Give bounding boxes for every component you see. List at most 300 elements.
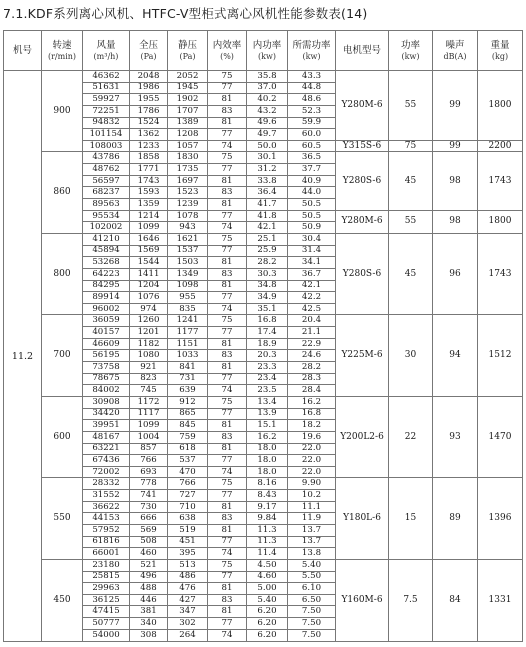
header-speed [42, 31, 83, 71]
header-unit: dB(A) [443, 51, 467, 61]
airflow-cell: 66001 [83, 548, 130, 560]
table-row [4, 152, 523, 164]
header-label: 噪声 [445, 39, 465, 51]
internal-power-cell: 37.0 [247, 82, 288, 94]
airflow-cell: 25815 [83, 571, 130, 583]
internal-power-cell: 11.3 [247, 536, 288, 548]
speed-cell: 450 [42, 559, 83, 641]
internal-power-cell: 30.1 [247, 152, 288, 164]
static-pressure-cell: 302 [168, 618, 208, 630]
required-power-cell: 59.9 [288, 117, 336, 129]
efficiency-cell: 74 [208, 222, 247, 234]
required-power-cell: 48.6 [288, 94, 336, 106]
airflow-cell: 56597 [83, 175, 130, 187]
total-pressure-cell: 823 [130, 373, 168, 385]
required-power-cell: 21.1 [288, 327, 336, 339]
total-pressure-cell: 1771 [130, 164, 168, 176]
total-pressure-cell: 1004 [130, 431, 168, 443]
airflow-cell: 96002 [83, 303, 130, 315]
internal-power-cell: 13.9 [247, 408, 288, 420]
internal-power-cell: 35.1 [247, 303, 288, 315]
static-pressure-cell: 451 [168, 536, 208, 548]
airflow-cell: 36059 [83, 315, 130, 327]
total-pressure-cell: 508 [130, 536, 168, 548]
required-power-cell: 22.0 [288, 443, 336, 455]
internal-power-cell: 35.8 [247, 71, 288, 83]
header-label: 转速 [52, 39, 72, 51]
required-power-cell: 30.4 [288, 233, 336, 245]
internal-power-cell: 25.1 [247, 233, 288, 245]
required-power-cell: 7.50 [288, 606, 336, 618]
efficiency-cell: 81 [208, 443, 247, 455]
header-total-pressure [130, 31, 168, 71]
total-pressure-cell: 745 [130, 385, 168, 397]
required-power-cell: 13.8 [288, 548, 336, 560]
motor-weight-cell: 1396 [478, 478, 523, 559]
required-power-cell: 60.0 [288, 129, 336, 141]
internal-power-cell: 18.9 [247, 338, 288, 350]
internal-power-cell: 41.7 [247, 199, 288, 211]
header-internal-efficiency [208, 31, 247, 71]
motor-noise-cell: 96 [433, 233, 478, 314]
header-unit: (Pa) [140, 51, 157, 61]
total-pressure-cell: 921 [130, 362, 168, 374]
efficiency-cell: 81 [208, 524, 247, 536]
internal-power-cell: 8.43 [247, 490, 288, 502]
internal-power-cell: 5.00 [247, 583, 288, 595]
total-pressure-cell: 693 [130, 466, 168, 478]
efficiency-cell: 81 [208, 280, 247, 292]
motor-noise-cell: 99 [433, 140, 478, 152]
total-pressure-cell: 778 [130, 478, 168, 490]
total-pressure-cell: 1260 [130, 315, 168, 327]
required-power-cell: 28.4 [288, 385, 336, 397]
efficiency-cell: 74 [208, 466, 247, 478]
static-pressure-cell: 865 [168, 408, 208, 420]
table-container [3, 30, 522, 642]
required-power-cell: 28.3 [288, 373, 336, 385]
airflow-cell: 40157 [83, 327, 130, 339]
motor-noise-cell: 99 [433, 71, 478, 141]
header-internal-power [247, 31, 288, 71]
static-pressure-cell: 731 [168, 373, 208, 385]
internal-power-cell: 18.0 [247, 466, 288, 478]
static-pressure-cell: 766 [168, 478, 208, 490]
efficiency-cell: 77 [208, 408, 247, 420]
required-power-cell: 16.2 [288, 396, 336, 408]
required-power-cell: 50.5 [288, 199, 336, 211]
motor-power-cell: 22 [389, 396, 433, 477]
internal-power-cell: 41.8 [247, 210, 288, 222]
internal-power-cell: 16.2 [247, 431, 288, 443]
total-pressure-cell: 857 [130, 443, 168, 455]
airflow-cell: 36622 [83, 501, 130, 513]
required-power-cell: 6.50 [288, 594, 336, 606]
static-pressure-cell: 264 [168, 629, 208, 641]
motor-model-cell: Y315S-6 [336, 140, 389, 152]
airflow-cell: 94832 [83, 117, 130, 129]
motor-noise-cell: 94 [433, 315, 478, 396]
total-pressure-cell: 1076 [130, 292, 168, 304]
static-pressure-cell: 943 [168, 222, 208, 234]
airflow-cell: 46362 [83, 71, 130, 83]
static-pressure-cell: 470 [168, 466, 208, 478]
efficiency-cell: 81 [208, 606, 247, 618]
header-unit: (Pa) [179, 51, 196, 61]
header-unit: (kg) [491, 51, 509, 61]
static-pressure-cell: 912 [168, 396, 208, 408]
static-pressure-cell: 537 [168, 455, 208, 467]
required-power-cell: 5.40 [288, 559, 336, 571]
header-fan-number [4, 31, 42, 71]
efficiency-cell: 81 [208, 117, 247, 129]
total-pressure-cell: 1524 [130, 117, 168, 129]
efficiency-cell: 83 [208, 594, 247, 606]
header-noise [433, 31, 478, 71]
internal-power-cell: 16.8 [247, 315, 288, 327]
required-power-cell: 37.7 [288, 164, 336, 176]
page-title: 7.1.KDF系列离心风机、HTFC-V型柜式离心风机性能参数表(14) [3, 6, 368, 21]
static-pressure-cell: 1697 [168, 175, 208, 187]
efficiency-cell: 77 [208, 292, 247, 304]
static-pressure-cell: 841 [168, 362, 208, 374]
static-pressure-cell: 1389 [168, 117, 208, 129]
required-power-cell: 34.1 [288, 257, 336, 269]
static-pressure-cell: 835 [168, 303, 208, 315]
efficiency-cell: 74 [208, 548, 247, 560]
internal-power-cell: 5.40 [247, 594, 288, 606]
motor-weight-cell: 1743 [478, 152, 523, 210]
internal-power-cell: 4.50 [247, 559, 288, 571]
total-pressure-cell: 340 [130, 618, 168, 630]
header-label: 全压 [138, 39, 158, 51]
speed-cell: 860 [42, 152, 83, 233]
header-motor-model [336, 31, 389, 71]
efficiency-cell: 83 [208, 513, 247, 525]
speed-cell: 800 [42, 233, 83, 314]
efficiency-cell: 77 [208, 490, 247, 502]
required-power-cell: 36.7 [288, 268, 336, 280]
header-label: 风量 [96, 39, 116, 51]
internal-power-cell: 9.17 [247, 501, 288, 513]
efficiency-cell: 81 [208, 338, 247, 350]
internal-power-cell: 30.3 [247, 268, 288, 280]
total-pressure-cell: 1204 [130, 280, 168, 292]
motor-model-cell: Y280M-6 [336, 71, 389, 141]
efficiency-cell: 81 [208, 175, 247, 187]
efficiency-cell: 77 [208, 618, 247, 630]
total-pressure-cell: 569 [130, 524, 168, 536]
required-power-cell: 22.9 [288, 338, 336, 350]
total-pressure-cell: 1743 [130, 175, 168, 187]
fan-number-cell: 11.2 [4, 71, 42, 642]
required-power-cell: 24.6 [288, 350, 336, 362]
header-unit: (kw) [258, 51, 276, 61]
airflow-cell: 54000 [83, 629, 130, 641]
total-pressure-cell: 1099 [130, 222, 168, 234]
header-label: 所需功率 [292, 39, 331, 51]
static-pressure-cell: 1241 [168, 315, 208, 327]
airflow-cell: 31552 [83, 490, 130, 502]
required-power-cell: 13.7 [288, 524, 336, 536]
efficiency-cell: 74 [208, 629, 247, 641]
required-power-cell: 50.5 [288, 210, 336, 222]
total-pressure-cell: 1233 [130, 140, 168, 152]
airflow-cell: 73758 [83, 362, 130, 374]
total-pressure-cell: 766 [130, 455, 168, 467]
airflow-cell: 108003 [83, 140, 130, 152]
airflow-cell: 101154 [83, 129, 130, 141]
static-pressure-cell: 1523 [168, 187, 208, 199]
internal-power-cell: 42.1 [247, 222, 288, 234]
efficiency-cell: 77 [208, 373, 247, 385]
speed-cell: 700 [42, 315, 83, 396]
required-power-cell: 44.8 [288, 82, 336, 94]
required-power-cell: 5.50 [288, 571, 336, 583]
total-pressure-cell: 496 [130, 571, 168, 583]
speed-cell: 600 [42, 396, 83, 477]
internal-power-cell: 36.4 [247, 187, 288, 199]
internal-power-cell: 25.9 [247, 245, 288, 257]
static-pressure-cell: 1098 [168, 280, 208, 292]
airflow-cell: 59927 [83, 94, 130, 106]
required-power-cell: 19.6 [288, 431, 336, 443]
static-pressure-cell: 519 [168, 524, 208, 536]
required-power-cell: 11.9 [288, 513, 336, 525]
motor-power-cell: 15 [389, 478, 433, 559]
required-power-cell: 36.5 [288, 152, 336, 164]
motor-power-cell: 45 [389, 233, 433, 314]
airflow-cell: 102002 [83, 222, 130, 234]
total-pressure-cell: 1080 [130, 350, 168, 362]
airflow-cell: 47415 [83, 606, 130, 618]
internal-power-cell: 15.1 [247, 420, 288, 432]
table-row [4, 559, 523, 571]
motor-weight-cell: 1512 [478, 315, 523, 396]
internal-power-cell: 8.16 [247, 478, 288, 490]
efficiency-cell: 81 [208, 583, 247, 595]
motor-power-cell: 45 [389, 152, 433, 210]
static-pressure-cell: 638 [168, 513, 208, 525]
motor-power-cell: 55 [389, 210, 433, 233]
header-row [4, 31, 523, 71]
efficiency-cell: 74 [208, 303, 247, 315]
header-unit: (r/min) [47, 51, 77, 61]
total-pressure-cell: 381 [130, 606, 168, 618]
total-pressure-cell: 1099 [130, 420, 168, 432]
efficiency-cell: 77 [208, 536, 247, 548]
required-power-cell: 7.50 [288, 618, 336, 630]
speed-cell: 900 [42, 71, 83, 152]
static-pressure-cell: 1239 [168, 199, 208, 211]
performance-table [3, 30, 523, 642]
airflow-cell: 48167 [83, 431, 130, 443]
internal-power-cell: 28.2 [247, 257, 288, 269]
efficiency-cell: 77 [208, 455, 247, 467]
header-unit: (%) [220, 51, 234, 61]
motor-weight-cell: 1800 [478, 71, 523, 141]
required-power-cell: 18.2 [288, 420, 336, 432]
internal-power-cell: 33.8 [247, 175, 288, 187]
required-power-cell: 11.1 [288, 501, 336, 513]
speed-cell: 550 [42, 478, 83, 559]
static-pressure-cell: 427 [168, 594, 208, 606]
header-required-power [288, 31, 336, 71]
header-weight [478, 31, 523, 71]
efficiency-cell: 81 [208, 420, 247, 432]
airflow-cell: 43786 [83, 152, 130, 164]
static-pressure-cell: 476 [168, 583, 208, 595]
efficiency-cell: 83 [208, 350, 247, 362]
required-power-cell: 44.0 [288, 187, 336, 199]
efficiency-cell: 75 [208, 233, 247, 245]
header-label: 内效率 [212, 39, 242, 51]
header-label: 静压 [177, 39, 197, 51]
static-pressure-cell: 1503 [168, 257, 208, 269]
total-pressure-cell: 2048 [130, 71, 168, 83]
motor-model-cell: Y280S-6 [336, 152, 389, 210]
efficiency-cell: 74 [208, 140, 247, 152]
static-pressure-cell: 1945 [168, 82, 208, 94]
airflow-cell: 48762 [83, 164, 130, 176]
motor-weight-cell: 2200 [478, 140, 523, 152]
internal-power-cell: 17.4 [247, 327, 288, 339]
airflow-cell: 23180 [83, 559, 130, 571]
required-power-cell: 42.1 [288, 280, 336, 292]
efficiency-cell: 74 [208, 385, 247, 397]
static-pressure-cell: 1902 [168, 94, 208, 106]
airflow-cell: 30908 [83, 396, 130, 408]
total-pressure-cell: 1362 [130, 129, 168, 141]
efficiency-cell: 81 [208, 362, 247, 374]
static-pressure-cell: 1537 [168, 245, 208, 257]
motor-power-cell: 30 [389, 315, 433, 396]
static-pressure-cell: 395 [168, 548, 208, 560]
internal-power-cell: 9.84 [247, 513, 288, 525]
airflow-cell: 84295 [83, 280, 130, 292]
airflow-cell: 95534 [83, 210, 130, 222]
internal-power-cell: 20.3 [247, 350, 288, 362]
efficiency-cell: 75 [208, 315, 247, 327]
static-pressure-cell: 845 [168, 420, 208, 432]
required-power-cell: 42.5 [288, 303, 336, 315]
motor-model-cell: Y225M-6 [336, 315, 389, 396]
internal-power-cell: 23.3 [247, 362, 288, 374]
required-power-cell: 6.10 [288, 583, 336, 595]
required-power-cell: 31.4 [288, 245, 336, 257]
header-label: 内功率 [252, 39, 282, 51]
efficiency-cell: 83 [208, 187, 247, 199]
table-row [4, 315, 523, 327]
total-pressure-cell: 741 [130, 490, 168, 502]
internal-power-cell: 4.60 [247, 571, 288, 583]
header-unit: (kw) [302, 51, 321, 61]
header-label: 机号 [12, 45, 32, 56]
total-pressure-cell: 1214 [130, 210, 168, 222]
motor-power-cell: 55 [389, 71, 433, 141]
static-pressure-cell: 618 [168, 443, 208, 455]
static-pressure-cell: 639 [168, 385, 208, 397]
airflow-cell: 63221 [83, 443, 130, 455]
airflow-cell: 61816 [83, 536, 130, 548]
internal-power-cell: 6.20 [247, 618, 288, 630]
total-pressure-cell: 1359 [130, 199, 168, 211]
airflow-cell: 50777 [83, 618, 130, 630]
required-power-cell: 60.5 [288, 140, 336, 152]
total-pressure-cell: 460 [130, 548, 168, 560]
efficiency-cell: 75 [208, 71, 247, 83]
motor-model-cell: Y280S-6 [336, 233, 389, 314]
motor-model-cell: Y160M-6 [336, 559, 389, 641]
total-pressure-cell: 1172 [130, 396, 168, 408]
total-pressure-cell: 1646 [130, 233, 168, 245]
static-pressure-cell: 710 [168, 501, 208, 513]
efficiency-cell: 83 [208, 105, 247, 117]
airflow-cell: 64223 [83, 268, 130, 280]
internal-power-cell: 49.7 [247, 129, 288, 141]
efficiency-cell: 75 [208, 396, 247, 408]
required-power-cell: 10.2 [288, 490, 336, 502]
internal-power-cell: 50.0 [247, 140, 288, 152]
motor-power-cell: 75 [389, 140, 433, 152]
table-row [4, 233, 523, 245]
required-power-cell: 40.9 [288, 175, 336, 187]
total-pressure-cell: 1986 [130, 82, 168, 94]
motor-model-cell: Y180L-6 [336, 478, 389, 559]
header-static-pressure [168, 31, 208, 71]
airflow-cell: 51631 [83, 82, 130, 94]
static-pressure-cell: 1151 [168, 338, 208, 350]
header-label: 电机型号 [342, 45, 381, 56]
airflow-cell: 28332 [83, 478, 130, 490]
motor-noise-cell: 98 [433, 152, 478, 210]
static-pressure-cell: 1349 [168, 268, 208, 280]
motor-weight-cell: 1743 [478, 233, 523, 314]
airflow-cell: 68237 [83, 187, 130, 199]
airflow-cell: 44153 [83, 513, 130, 525]
airflow-cell: 29963 [83, 583, 130, 595]
static-pressure-cell: 1057 [168, 140, 208, 152]
airflow-cell: 67436 [83, 455, 130, 467]
table-row [4, 396, 523, 408]
required-power-cell: 43.3 [288, 71, 336, 83]
internal-power-cell: 34.8 [247, 280, 288, 292]
total-pressure-cell: 730 [130, 501, 168, 513]
total-pressure-cell: 1593 [130, 187, 168, 199]
efficiency-cell: 77 [208, 82, 247, 94]
motor-power-cell: 7.5 [389, 559, 433, 641]
airflow-cell: 57952 [83, 524, 130, 536]
required-power-cell: 16.8 [288, 408, 336, 420]
required-power-cell: 20.4 [288, 315, 336, 327]
header-unit: (m³/h) [93, 51, 119, 61]
static-pressure-cell: 1621 [168, 233, 208, 245]
motor-noise-cell: 93 [433, 396, 478, 477]
internal-power-cell: 6.20 [247, 629, 288, 641]
static-pressure-cell: 1208 [168, 129, 208, 141]
internal-power-cell: 34.9 [247, 292, 288, 304]
airflow-cell: 72251 [83, 105, 130, 117]
static-pressure-cell: 1177 [168, 327, 208, 339]
total-pressure-cell: 1201 [130, 327, 168, 339]
total-pressure-cell: 488 [130, 583, 168, 595]
required-power-cell: 42.2 [288, 292, 336, 304]
airflow-cell: 36125 [83, 594, 130, 606]
table-row [4, 71, 523, 83]
motor-weight-cell: 1470 [478, 396, 523, 477]
efficiency-cell: 83 [208, 268, 247, 280]
motor-weight-cell: 1331 [478, 559, 523, 641]
